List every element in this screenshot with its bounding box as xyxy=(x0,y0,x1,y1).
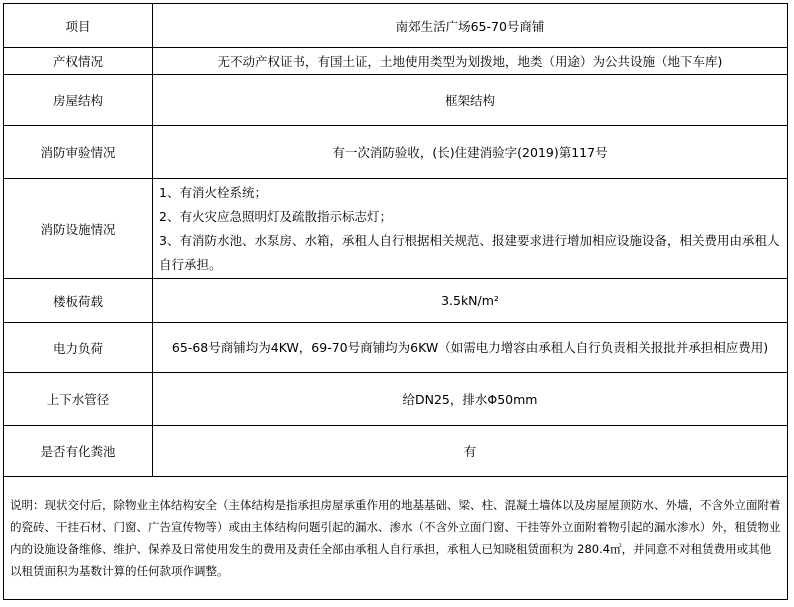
row-value-septic-tank: 有 xyxy=(153,426,788,477)
row-label-pipe-diameter: 上下水管径 xyxy=(4,373,153,426)
row-label-ownership: 产权情况 xyxy=(4,48,153,75)
row-value-floor-load: 3.5kN/m² xyxy=(153,279,788,323)
row-label-power-load: 电力负荷 xyxy=(4,323,153,373)
table-row xyxy=(4,4,788,48)
fire-facility-item-3: 3、有消防水池、水泵房、水箱，承租人自行根据相关规范、报建要求进行增加相应设施设备，相关费用由承租人自行承担。 xyxy=(159,232,780,272)
row-label-fire-facilities: 消防设施情况 xyxy=(4,179,153,279)
table-row xyxy=(4,179,788,279)
table-row xyxy=(4,279,788,323)
table-row xyxy=(4,426,788,477)
row-value-pipe-diameter: 给DN25，排水Φ50mm xyxy=(153,373,788,426)
row-value-structure: 框架结构 xyxy=(153,75,788,126)
row-label-project: 项目 xyxy=(4,4,153,48)
row-label-structure: 房屋结构 xyxy=(4,75,153,126)
row-value-fire-facilities xyxy=(153,179,788,279)
row-value-ownership: 无不动产权证书，有国土证，土地使用类型为划拨地，地类（用途）为公共设施（地下车库) xyxy=(153,48,788,75)
fire-facility-item-1: 1、有消火栓系统； xyxy=(159,184,267,200)
row-label-septic-tank: 是否有化粪池 xyxy=(4,426,153,477)
row-value-project: 南郊生活广场65-70号商铺 xyxy=(153,4,788,48)
table-row xyxy=(4,48,788,75)
row-value-power-load: 65-68号商铺均为4KW，69-70号商铺均为6KW（如需电力增容由承租人自行负责相关报批并承担相应费用) xyxy=(153,323,788,373)
table-row xyxy=(4,126,788,179)
note-text: 说明：现状交付后，除物业主体结构安全（主体结构是指承担房屋承重作用的地基基础、梁、柱、混凝土墙体以及房屋屋顶防水、外墙，不含外立面附着的瓷砖、干挂石材、门窗、广告宣传物等）或由主体结构问题引起的漏水、渗水（不含外立面门窗、干挂等外立面附着物引起的漏水渗水）外，租赁物业内的设施设备维修、维护、保养及日常使用发生的费用及责任全部由承租人自行承担，承租人已知晓租赁面积为 280.4㎡，并同意不对租赁费用或其他以租赁面积为基数计算的任何款项作调整。 xyxy=(4,477,788,600)
table-row xyxy=(4,75,788,126)
property-info-table xyxy=(3,3,788,600)
table-row xyxy=(4,323,788,373)
row-value-fire-inspection: 有一次消防验收，(长)住建消验字(2019)第117号 xyxy=(153,126,788,179)
row-label-fire-inspection: 消防审验情况 xyxy=(4,126,153,179)
table-row xyxy=(4,477,788,600)
fire-facility-item-2: 2、有火灾应急照明灯及疏散指示标志灯； xyxy=(159,208,392,224)
table-row xyxy=(4,373,788,426)
row-label-floor-load: 楼板荷载 xyxy=(4,279,153,323)
